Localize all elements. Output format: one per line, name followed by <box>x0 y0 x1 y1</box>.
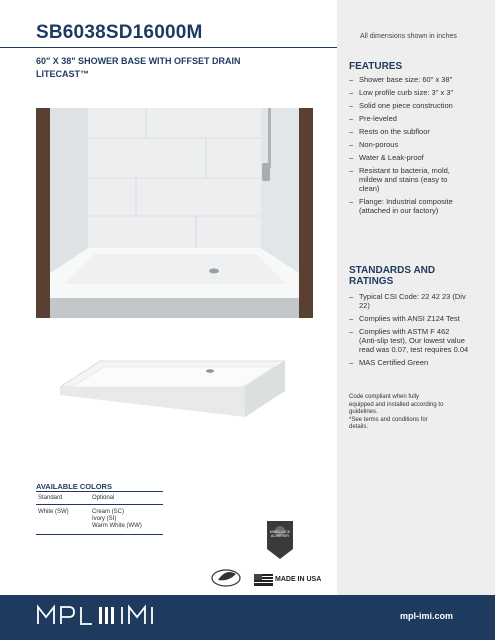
code-note-line: guidelines. <box>349 409 378 415</box>
made-in-usa-label: MADE IN USA <box>275 576 322 583</box>
feature-item: – Resistant to bacteria, mold, mildew and stains (easy to clean) <box>349 166 469 193</box>
colors-row <box>36 505 163 535</box>
feature-item: – Solid one piece construction <box>349 101 469 110</box>
subtitle-line-1: 60" X 38" SHOWER BASE WITH OFFSET DRAIN <box>36 56 241 66</box>
features-list <box>349 75 469 219</box>
standard-item: – Complies with ANSI Z124 Test <box>349 314 469 323</box>
feature-item: – Shower base size: 60" x 38" <box>349 75 469 84</box>
optional-color: Ivory (SI) <box>92 516 117 522</box>
shower-base-render <box>60 345 285 425</box>
installed-shower-photo <box>36 108 313 318</box>
colors-title: AVAILABLE COLORS <box>36 482 112 491</box>
standard-item: – MAS Certified Green <box>349 358 469 367</box>
standard-item: – Typical CSI Code: 22 42 23 (Div 22) <box>349 292 469 310</box>
green-leaf-logo-icon <box>210 566 242 588</box>
code-note-line: Code compliant when fully <box>349 394 420 400</box>
header-rule <box>0 47 337 48</box>
feature-item: – Water & Leak-proof <box>349 153 469 162</box>
code-compliance-note <box>349 394 469 432</box>
optional-color: Cream (SC) <box>92 509 125 515</box>
feature-item: – Flange: Industrial composite (attached in our factory) <box>349 197 469 215</box>
standards-list <box>349 292 469 371</box>
standard-color-value: White (SW) <box>36 505 90 535</box>
model-number: SB6038SD16000M <box>36 22 203 43</box>
feature-item: – Rests on the subfloor <box>349 127 469 136</box>
code-note-line: *See terms and conditions for <box>349 416 428 423</box>
colors-header-optional: Optional <box>90 492 163 505</box>
subtitle-line-2: LITECAST™ <box>36 69 89 79</box>
standard-item: – Complies with ASTM F 462 (Anti-slip test), Our lowest value read was 0.07, test requires 0.04 <box>349 327 469 354</box>
product-subtitle <box>36 55 241 81</box>
feature-item: – Low profile curb size: 3" x 3" <box>349 88 469 97</box>
brand-logo <box>36 604 161 626</box>
brand-name: MPL IMI <box>36 604 40 605</box>
optional-colors <box>90 505 163 535</box>
colors-header-standard: Standard <box>36 492 90 505</box>
code-note-line: equipped and installed according to <box>349 401 444 408</box>
optional-color: Warm White (WW) <box>92 523 142 529</box>
badge-label <box>263 530 297 538</box>
dimensions-note: All dimensions shown in inches <box>360 33 457 40</box>
colors-table <box>36 491 163 535</box>
standards-title: STANDARDS AND RATINGS <box>349 265 436 287</box>
website-link[interactable]: mpl-imi.com <box>400 611 454 621</box>
badge-text: MINELLOCK <box>269 530 291 534</box>
certification-badge-icon <box>263 519 297 561</box>
badge-text: ACHIEVER <box>271 534 289 538</box>
code-note-line: details. <box>349 424 369 430</box>
feature-item: – Pre-leveled <box>349 114 469 123</box>
feature-item: – Non-porous <box>349 140 469 149</box>
usa-flag-icon <box>254 574 273 586</box>
features-title: FEATURES <box>349 61 403 72</box>
